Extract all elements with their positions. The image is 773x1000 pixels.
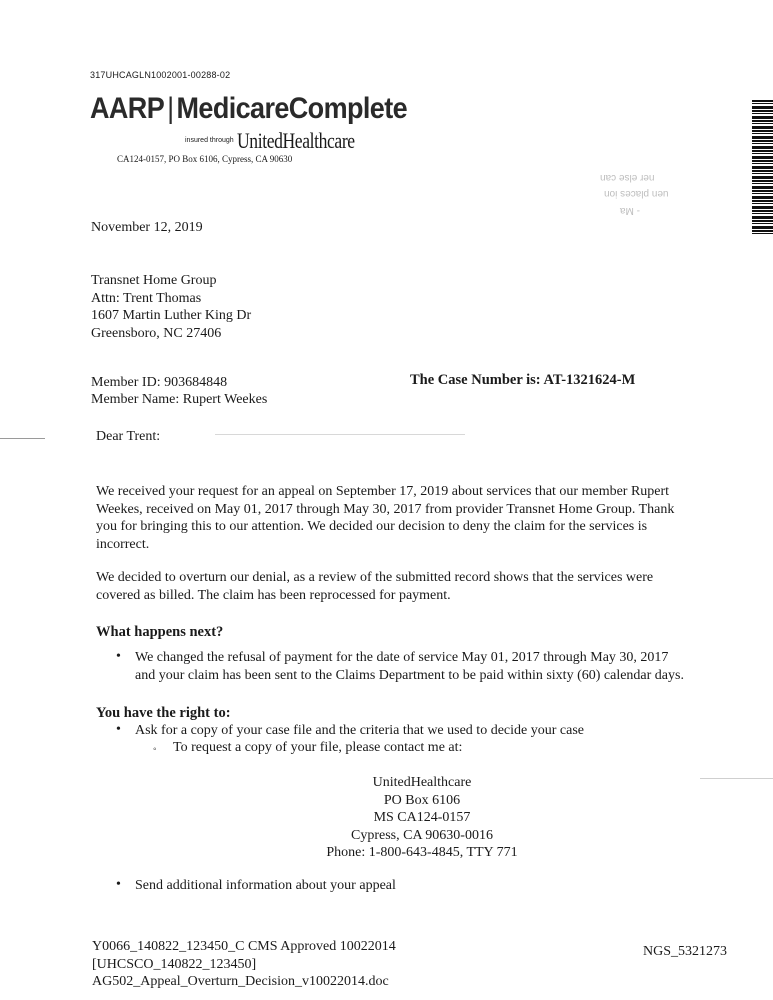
footer-line: [UHCSCO_140822_123450] <box>92 956 257 972</box>
paragraph-line: covered as billed. The claim has been reprocessed for payment. <box>96 587 451 603</box>
member-info <box>91 374 267 408</box>
paragraph-line: We decided to overturn our denial, as a review of the submitted record shows that the services were <box>96 570 654 585</box>
heading-what-happens-next: What happens next? <box>96 624 224 640</box>
scan-divider-left <box>0 438 45 439</box>
list-item-line: We changed the refusal of payment for the date of service May 01, 2017 through May 30, 2017 <box>135 650 669 665</box>
scan-divider-mid <box>215 434 465 435</box>
bleed-through-text-1: ner else can <box>600 172 655 183</box>
barcode-image <box>752 100 773 235</box>
logo-plan: MedicareComplete <box>176 92 408 125</box>
paragraph-line: incorrect. <box>96 536 150 552</box>
list-item-next <box>135 649 745 684</box>
contact-phone: Phone: 1-800-643-4845, TTY 771 <box>326 845 518 860</box>
contact-box: PO Box 6106 <box>383 792 461 808</box>
bullet-icon: • <box>116 722 121 737</box>
unitedhealthcare-logo <box>185 128 384 154</box>
greeting: Dear Trent: <box>96 429 161 444</box>
sub-list-item-contact: To request a copy of your file, please contact me at: <box>173 740 463 755</box>
list-item-line: and your claim has been sent to the Claims Department to be paid within sixty (60) calendar days. <box>135 667 684 683</box>
bullet-icon: • <box>116 877 121 892</box>
bullet-icon: • <box>116 649 121 664</box>
tracking-code: 317UHCAGLN1002001-00288-02 <box>90 70 231 80</box>
contact-org: UnitedHealthcare <box>372 775 472 790</box>
recipient-city: Greensboro, NC 27406 <box>91 325 222 341</box>
return-address: CA124-0157, PO Box 6106, Cypress, CA 90630 <box>117 154 293 164</box>
paragraph-line: you for bringing this to our attention. We decided our decision to deny the claim for the services is <box>96 519 648 534</box>
heading-your-rights: You have the right to: <box>96 705 231 721</box>
list-item-additional-info: Send additional information about your appeal <box>135 878 396 893</box>
contact-address <box>0 774 773 862</box>
recipient-address <box>91 272 251 342</box>
contact-city: Cypress, CA 90630-0016 <box>351 827 493 843</box>
case-number: The Case Number is: AT-1321624-M <box>410 372 636 388</box>
aarp-medicarecomplete-logo <box>90 92 407 125</box>
logo-separator: | <box>167 92 174 125</box>
sub-bullet-icon: ◦ <box>153 744 157 755</box>
member-name: Member Name: Rupert Weekes <box>91 392 268 407</box>
logo-insured-through: insured through <box>185 137 234 144</box>
footer-codes <box>92 938 396 991</box>
paragraph-line: We received your request for an appeal on September 17, 2019 about services that our member Rupert <box>96 484 670 499</box>
scan-divider-right <box>700 778 773 779</box>
list-item-request-file: Ask for a copy of your case file and the criteria that we used to decide your case <box>135 723 584 738</box>
member-id: Member ID: 903684848 <box>91 375 228 390</box>
letter-date: November 12, 2019 <box>91 220 203 235</box>
logo-brand: AARP <box>90 92 165 125</box>
logo-insurer: UnitedHealthcare <box>236 128 355 153</box>
bleed-through-text-2: uen places ion <box>604 188 669 199</box>
footer-document-code: NGS_5321273 <box>643 944 728 959</box>
paragraph-request <box>96 483 741 553</box>
footer-line: AG502_Appeal_Overturn_Decision_v10022014.doc <box>92 974 389 989</box>
contact-ms: MS CA124-0157 <box>373 810 471 825</box>
recipient-attn: Attn: Trent Thomas <box>91 290 202 306</box>
bleed-through-text-3: - Ma <box>620 205 640 216</box>
paragraph-line: Weekes, received on May 01, 2017 through May 30, 2017 from provider Transnet Home Group. Thank <box>96 501 675 517</box>
recipient-street: 1607 Martin Luther King Dr <box>91 308 252 323</box>
paragraph-overturn <box>96 569 741 604</box>
recipient-name: Transnet Home Group <box>91 273 217 288</box>
footer-line: Y0066_140822_123450_C CMS Approved 10022014 <box>92 939 396 954</box>
